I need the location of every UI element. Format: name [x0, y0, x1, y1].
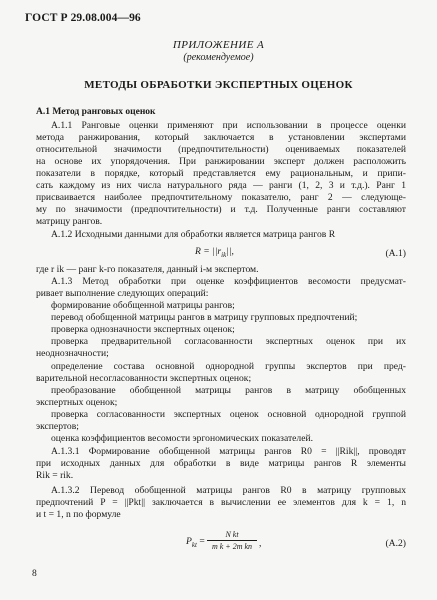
paragraph-line: А.1.3.1 Формирование обобщенной матрицы рангов R0 = ||Rik||, проводят — [51, 446, 406, 457]
paragraph-line: сать каждому из них числа натурального ряда — ранги (1, 2, 3 и т.д.). Ранг 1 — [36, 180, 406, 191]
formula-a1-end: ||, — [226, 246, 234, 257]
list-item: проверка согласованности экспертных оценок основной однородной группой — [51, 409, 406, 420]
paragraph-line: показатели в порядке, который представляется ему рациональным, и припи- — [36, 168, 406, 179]
paragraph-line: Rik = rik. — [36, 470, 74, 481]
paragraph-line: матрицу рангов. — [36, 216, 103, 227]
list-item: формирование обобщенной матрицы рангов; — [51, 300, 235, 311]
main-title: МЕТОДЫ ОБРАБОТКИ ЭКСПЕРТНЫХ ОЦЕНОК — [84, 79, 353, 91]
list-item-cont: неоднозначности; — [36, 348, 109, 359]
paragraph-line: А.1.3 Метод обработки при оценке коэффициентов весомости предусмат- — [51, 276, 406, 287]
appendix-subtitle: (рекомендуемое) — [183, 52, 254, 63]
list-item: преобразование обобщенной матрицы рангов в матрицу обобщенных — [51, 385, 406, 396]
list-item-cont: экспертов; — [36, 421, 79, 432]
formula-a1-sub: ik — [221, 250, 227, 259]
paragraph-line: А.1.2 Исходными данными для обработки является матрица рангов R — [51, 229, 336, 240]
formula-a2-numerator: N kt — [207, 530, 257, 541]
document-header: ГОСТ Р 29.08.004—96 — [25, 12, 141, 24]
paragraph-line: присваивается наиболее предпочтительному показателю, ранг 2 — следующе- — [36, 192, 406, 203]
list-item: проверка предварительной согласованности экспертных оценок при их — [51, 336, 406, 347]
paragraph-line: предпочтений P = ||Pkt|| заключается в вычислении ее элементов для k = 1, n — [36, 497, 406, 508]
paragraph-line: на основе их упорядочения. При ранжировании эксперт должен расположить — [36, 156, 406, 167]
appendix-title: ПРИЛОЖЕНИЕ А — [172, 39, 265, 51]
equation-number-a2: (А.2) — [385, 538, 406, 549]
list-item: оценка коэффициентов весомости эргономических показателей. — [51, 433, 314, 444]
list-item-cont: варительной несогласованности экспертных оценок; — [36, 373, 252, 384]
equation-number-a1: (А.1) — [385, 248, 406, 259]
section-heading: А.1 Метод ранговых оценок — [36, 107, 156, 117]
formula-a2-denominator: m k + 2m kn — [211, 542, 253, 551]
list-item-cont: экспертных оценок; — [36, 397, 118, 408]
paragraph-line: ривает выполнение следующих операций: — [36, 288, 209, 299]
paragraph-line: А.1.1 Ранговые оценки применяют при использовании в процессе оценки — [51, 120, 406, 131]
formula-a2-p: P — [186, 536, 192, 547]
formula-a2-comma: , — [259, 538, 262, 549]
paragraph-line: му по значимости (предпочтительности) и т.д. Полученные ранги составляют — [36, 204, 406, 215]
paragraph-line: при исходных данных для обработки в виде матрицы рангов R элементы — [36, 458, 406, 469]
paragraph-line: А.1.3.2 Перевод обобщенной матрицы рангов R0 в матрицу групповых — [51, 485, 406, 496]
formula-a1 — [195, 246, 234, 259]
page-number: 8 — [32, 568, 37, 579]
list-item: проверка однозначности экспертных оценок; — [51, 324, 235, 335]
formula-a2-fraction — [207, 530, 257, 551]
list-item: перевод обобщенной матрицы рангов в матрицу групповых предпочтений; — [51, 312, 358, 323]
where-line: где r ik — ранг k-го показателя, данный i-м экспертом. — [36, 264, 259, 275]
paragraph-line: относительной значимости (предпочтительности) оцениваемых показателей — [36, 144, 406, 155]
formula-a2-equals: = — [199, 536, 205, 547]
paragraph-line: метода ранжирования, который заключается в установлении экспертами — [36, 132, 406, 143]
formula-a2-left — [186, 536, 205, 549]
formula-a1-main: R = ||r — [195, 246, 222, 257]
paragraph-line: и t = 1, n по формуле — [36, 509, 121, 520]
formula-a2-sub: kt — [191, 540, 197, 549]
list-item: определение состава основной однородной группы экспертов при пред- — [51, 361, 406, 372]
